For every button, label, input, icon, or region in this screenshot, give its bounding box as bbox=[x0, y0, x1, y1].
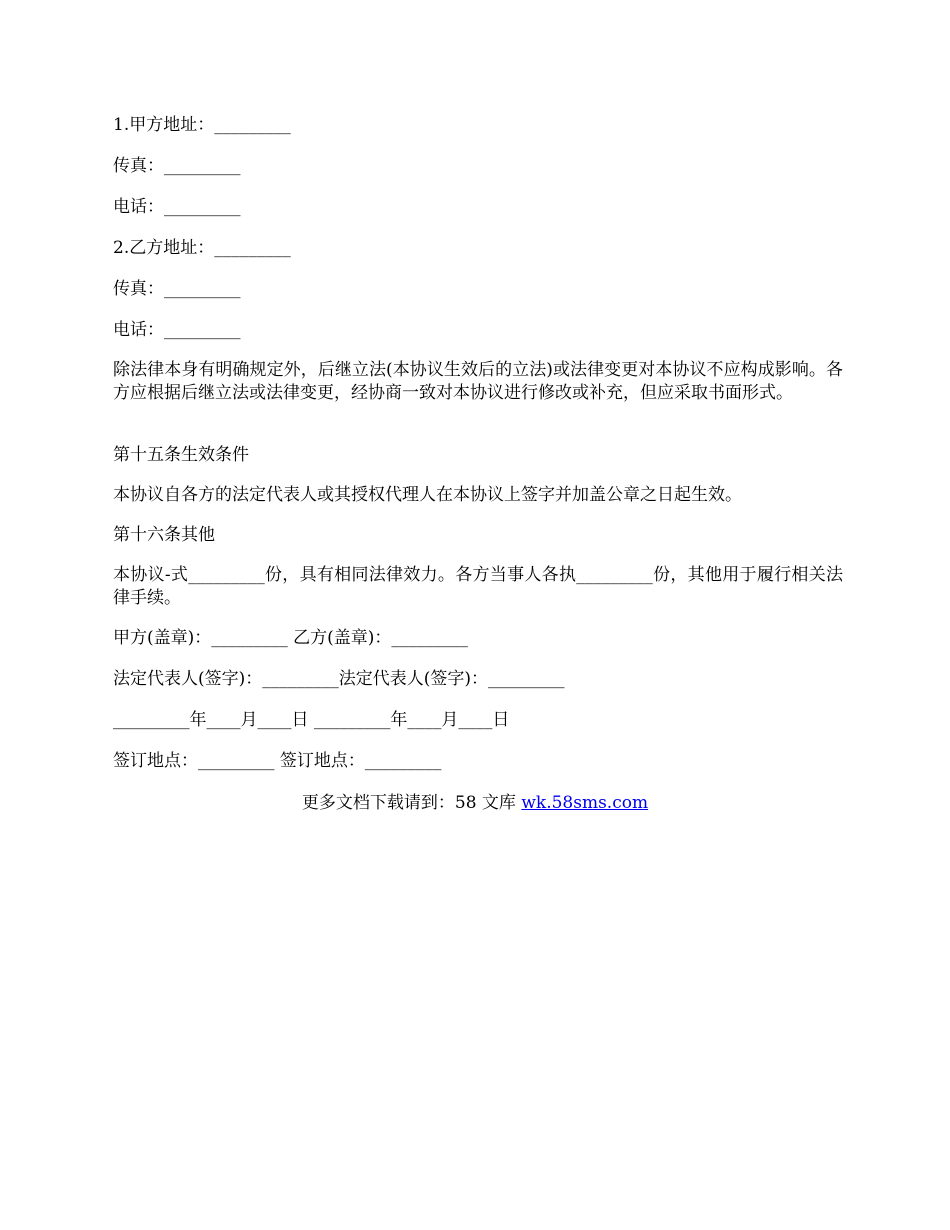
party-b-address: 2.乙方地址：_________ bbox=[113, 238, 291, 258]
party-a-phone: 电话：_________ bbox=[113, 197, 241, 217]
date-line: _________年____月____日 _________年____月____日 bbox=[113, 710, 510, 730]
party-b-phone: 电话：_________ bbox=[113, 320, 241, 340]
party-a-fax: 传真：_________ bbox=[113, 156, 241, 176]
law-change-paragraph: 除法律本身有明确规定外，后继立法(本协议生效后的立法)或法律变更对本协议不应构成影响。各方应根据后继立法或法律变更，经协商一致对本协议进行修改或补充，但应采取书面形式。 bbox=[113, 360, 843, 403]
party-a-address: 1.甲方地址：_________ bbox=[113, 115, 291, 135]
seal-line: 甲方(盖章)：_________ 乙方(盖章)：_________ bbox=[113, 628, 468, 648]
article-15-heading: 第十五条生效条件 bbox=[113, 445, 249, 465]
representative-signature-line: 法定代表人(签字)：_________法定代表人(签字)：_________ bbox=[113, 669, 565, 689]
article-15-body: 本协议自各方的法定代表人或其授权代理人在本协议上签字并加盖公章之日起生效。 bbox=[113, 485, 742, 505]
article-16-heading: 第十六条其他 bbox=[113, 525, 215, 545]
party-b-fax: 传真：_________ bbox=[113, 279, 241, 299]
footer-text: 更多文档下载请到：58 文库 bbox=[301, 793, 522, 813]
article-16-body: 本协议-式_________份，具有相同法律效力。各方当事人各执_________份，其他用于履行相关法律手续。 bbox=[113, 565, 843, 608]
signing-place-line: 签订地点：_________ 签订地点：_________ bbox=[113, 751, 442, 771]
footer bbox=[0, 792, 950, 814]
footer-link[interactable]: wk.58sms.com bbox=[521, 793, 649, 813]
